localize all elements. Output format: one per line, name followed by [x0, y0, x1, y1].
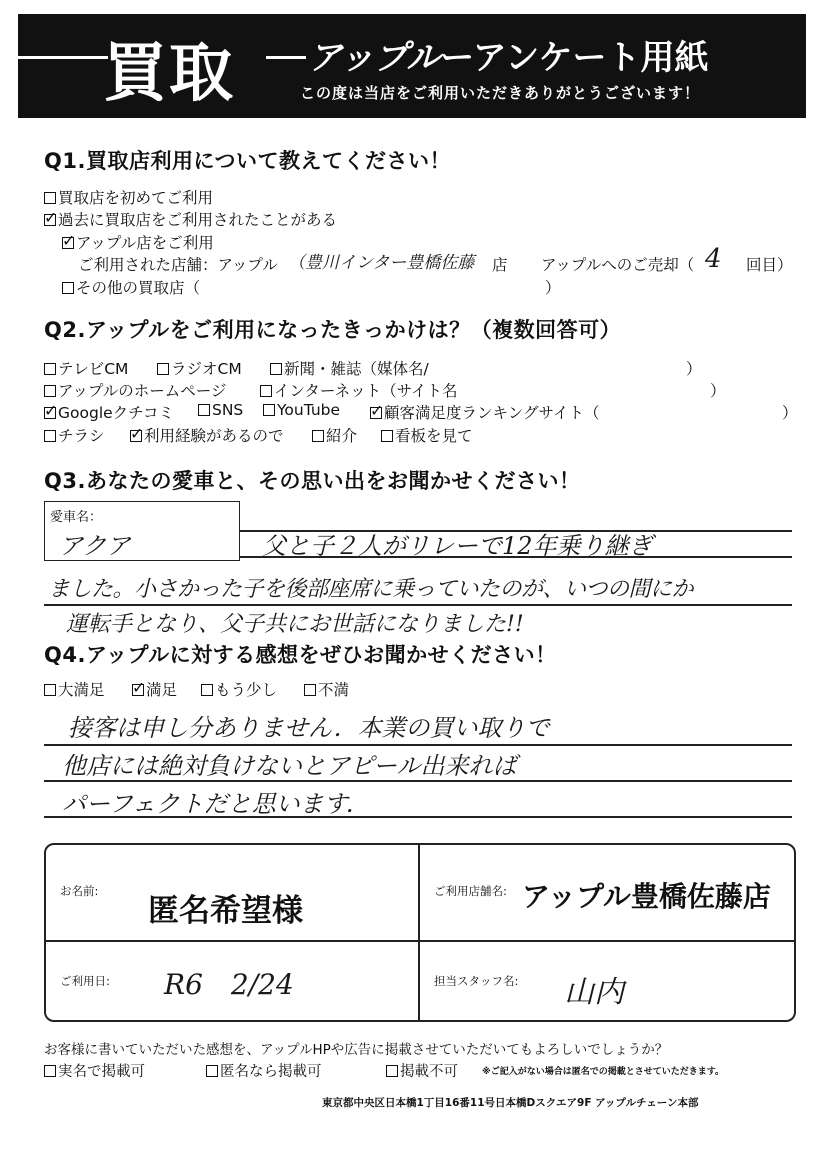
q4-satisfied[interactable]: ✓ 満足: [132, 678, 177, 700]
q3-title: Q3.あなたの愛車と、その思い出をお聞かせください！: [44, 469, 581, 493]
q4-title: Q4.アップルに対する感想をぜひお聞かせください！: [44, 643, 557, 667]
q2-youtube[interactable]: YouTube: [263, 401, 340, 419]
q2-google[interactable]: ✓Googleクチコミ: [44, 401, 174, 423]
q1-first-time[interactable]: 買取店を初めてご利用: [44, 186, 213, 208]
checkbox[interactable]: [44, 192, 56, 204]
q2-flyer[interactable]: チラシ: [44, 424, 105, 446]
store-name-value[interactable]: アップル豊橋佐藤店: [522, 880, 771, 913]
q2-newspaper[interactable]: 新聞・雑誌（媒体名/: [270, 357, 429, 379]
q4-feedback-line3[interactable]: パーフェクトだと思います．: [62, 790, 370, 818]
publish-not-allowed[interactable]: 掲載不可: [386, 1060, 458, 1081]
form-title: アンケート用紙: [472, 38, 709, 78]
info-divider-v: [418, 845, 420, 1020]
header-logo: 買取: [103, 37, 235, 111]
car-name-value: アクア: [59, 532, 131, 560]
q3-rule-2: [44, 604, 792, 606]
checkbox[interactable]: [62, 282, 74, 294]
header-rule-mid: [266, 56, 306, 59]
header-subtitle: この度は当店をご利用いただきありがとうございます！: [300, 84, 701, 102]
info-divider-h: [46, 940, 794, 942]
q3-memory-line1[interactable]: 父と子２人がリレーで12年乗り継ぎ: [262, 532, 653, 560]
publish-question: お客様に書いていただいた感想を、アップルHPや広告に掲載させていただいてもよろしいでしょうか？: [44, 1042, 669, 1058]
company-address: 東京都中央区日本橋1丁目16番11号日本橋Dスクエア9F アップルチェーン本部: [322, 1097, 699, 1109]
header-title: アップルーアンケート用紙: [308, 38, 709, 78]
q1-store-suffix: 店: [492, 256, 508, 274]
staff-label: 担当スタッフ名:: [434, 974, 519, 988]
date-value[interactable]: R6 2/24: [164, 968, 294, 1001]
q2-experience[interactable]: ✓ 利用経験があるので: [130, 424, 284, 446]
q2-homepage[interactable]: アップルのホームページ: [44, 379, 227, 401]
q2-close3: ）: [782, 404, 798, 422]
q4-unsatisfied[interactable]: 不満: [304, 678, 349, 700]
q1-title: Q1.買取店利用について教えてください！: [44, 149, 452, 173]
q4-very-satisfied[interactable]: 大満足: [44, 678, 105, 700]
checkbox-checked[interactable]: [44, 214, 56, 226]
q4-feedback-line2[interactable]: 他店には絶対負けないとアピール出来れば: [62, 752, 517, 780]
q1-count-label: アップルへのご売却（: [541, 256, 695, 274]
brand-name: アップル: [308, 38, 441, 78]
checkbox-checked[interactable]: [62, 237, 74, 249]
q2-signboard[interactable]: 看板を見て: [381, 424, 473, 446]
q4-little[interactable]: もう少し: [201, 678, 277, 700]
publish-anonymous[interactable]: 匿名なら掲載可: [206, 1060, 322, 1081]
car-name-label: 愛車名：: [50, 510, 103, 525]
customer-info-box: [44, 843, 796, 1022]
q2-ranking[interactable]: ✓ 顧客満足度ランキングサイト（: [370, 401, 599, 423]
q1-store-label: ご利用された店舗：アップル: [78, 256, 278, 274]
q2-sns[interactable]: SNS: [198, 401, 243, 419]
q2-close1: ）: [686, 360, 702, 378]
q2-close2: ）: [710, 382, 726, 400]
q2-internet[interactable]: インターネット（サイト名: [260, 379, 458, 401]
q1-count-value[interactable]: 4: [705, 244, 722, 274]
q2-title: Q2.アップルをご利用になったきっかけは？（複数回答可）: [44, 318, 622, 342]
q1-other-close: ）: [545, 279, 561, 297]
publish-real-name[interactable]: 実名で掲載可: [44, 1060, 145, 1081]
car-name-box[interactable]: [44, 501, 240, 561]
q1-apple-store[interactable]: ✓アップル店をご利用: [62, 231, 214, 253]
staff-value[interactable]: 山内: [564, 975, 624, 1010]
q2-tv[interactable]: テレビCM: [44, 357, 128, 379]
header-banner: [18, 14, 806, 118]
q3-memory-line2[interactable]: ました。小さかった子を後部座席に乗っていたのが、いつの間にか: [48, 577, 694, 602]
store-name-label: ご利用店舗名:: [434, 884, 507, 898]
date-label: ご利用日:: [60, 974, 110, 988]
q2-radio[interactable]: ラジオCM: [157, 357, 242, 379]
name-label: お名前:: [60, 884, 99, 898]
name-value[interactable]: 匿名希望様: [148, 893, 303, 929]
publish-note: ※ご記入がない場合は匿名での掲載とさせていただきます。: [482, 1067, 725, 1077]
q2-referral[interactable]: 紹介: [312, 424, 357, 446]
q3-memory-line3[interactable]: 運転手となり、父子共にお世話になりました!!: [66, 612, 524, 637]
q1-used-before[interactable]: ✓過去に買取店をご利用されたことがある: [44, 208, 337, 230]
q4-feedback-line1[interactable]: 接客は申し分ありません．本業の買い取りで: [68, 714, 550, 742]
header-rule-left: [18, 56, 108, 59]
q1-other-store[interactable]: その他の買取店（: [62, 276, 200, 298]
q1-store-handwritten[interactable]: （豊川インター豊橋佐藤: [288, 253, 475, 273]
q1-count-suffix: 回目）: [746, 256, 793, 274]
